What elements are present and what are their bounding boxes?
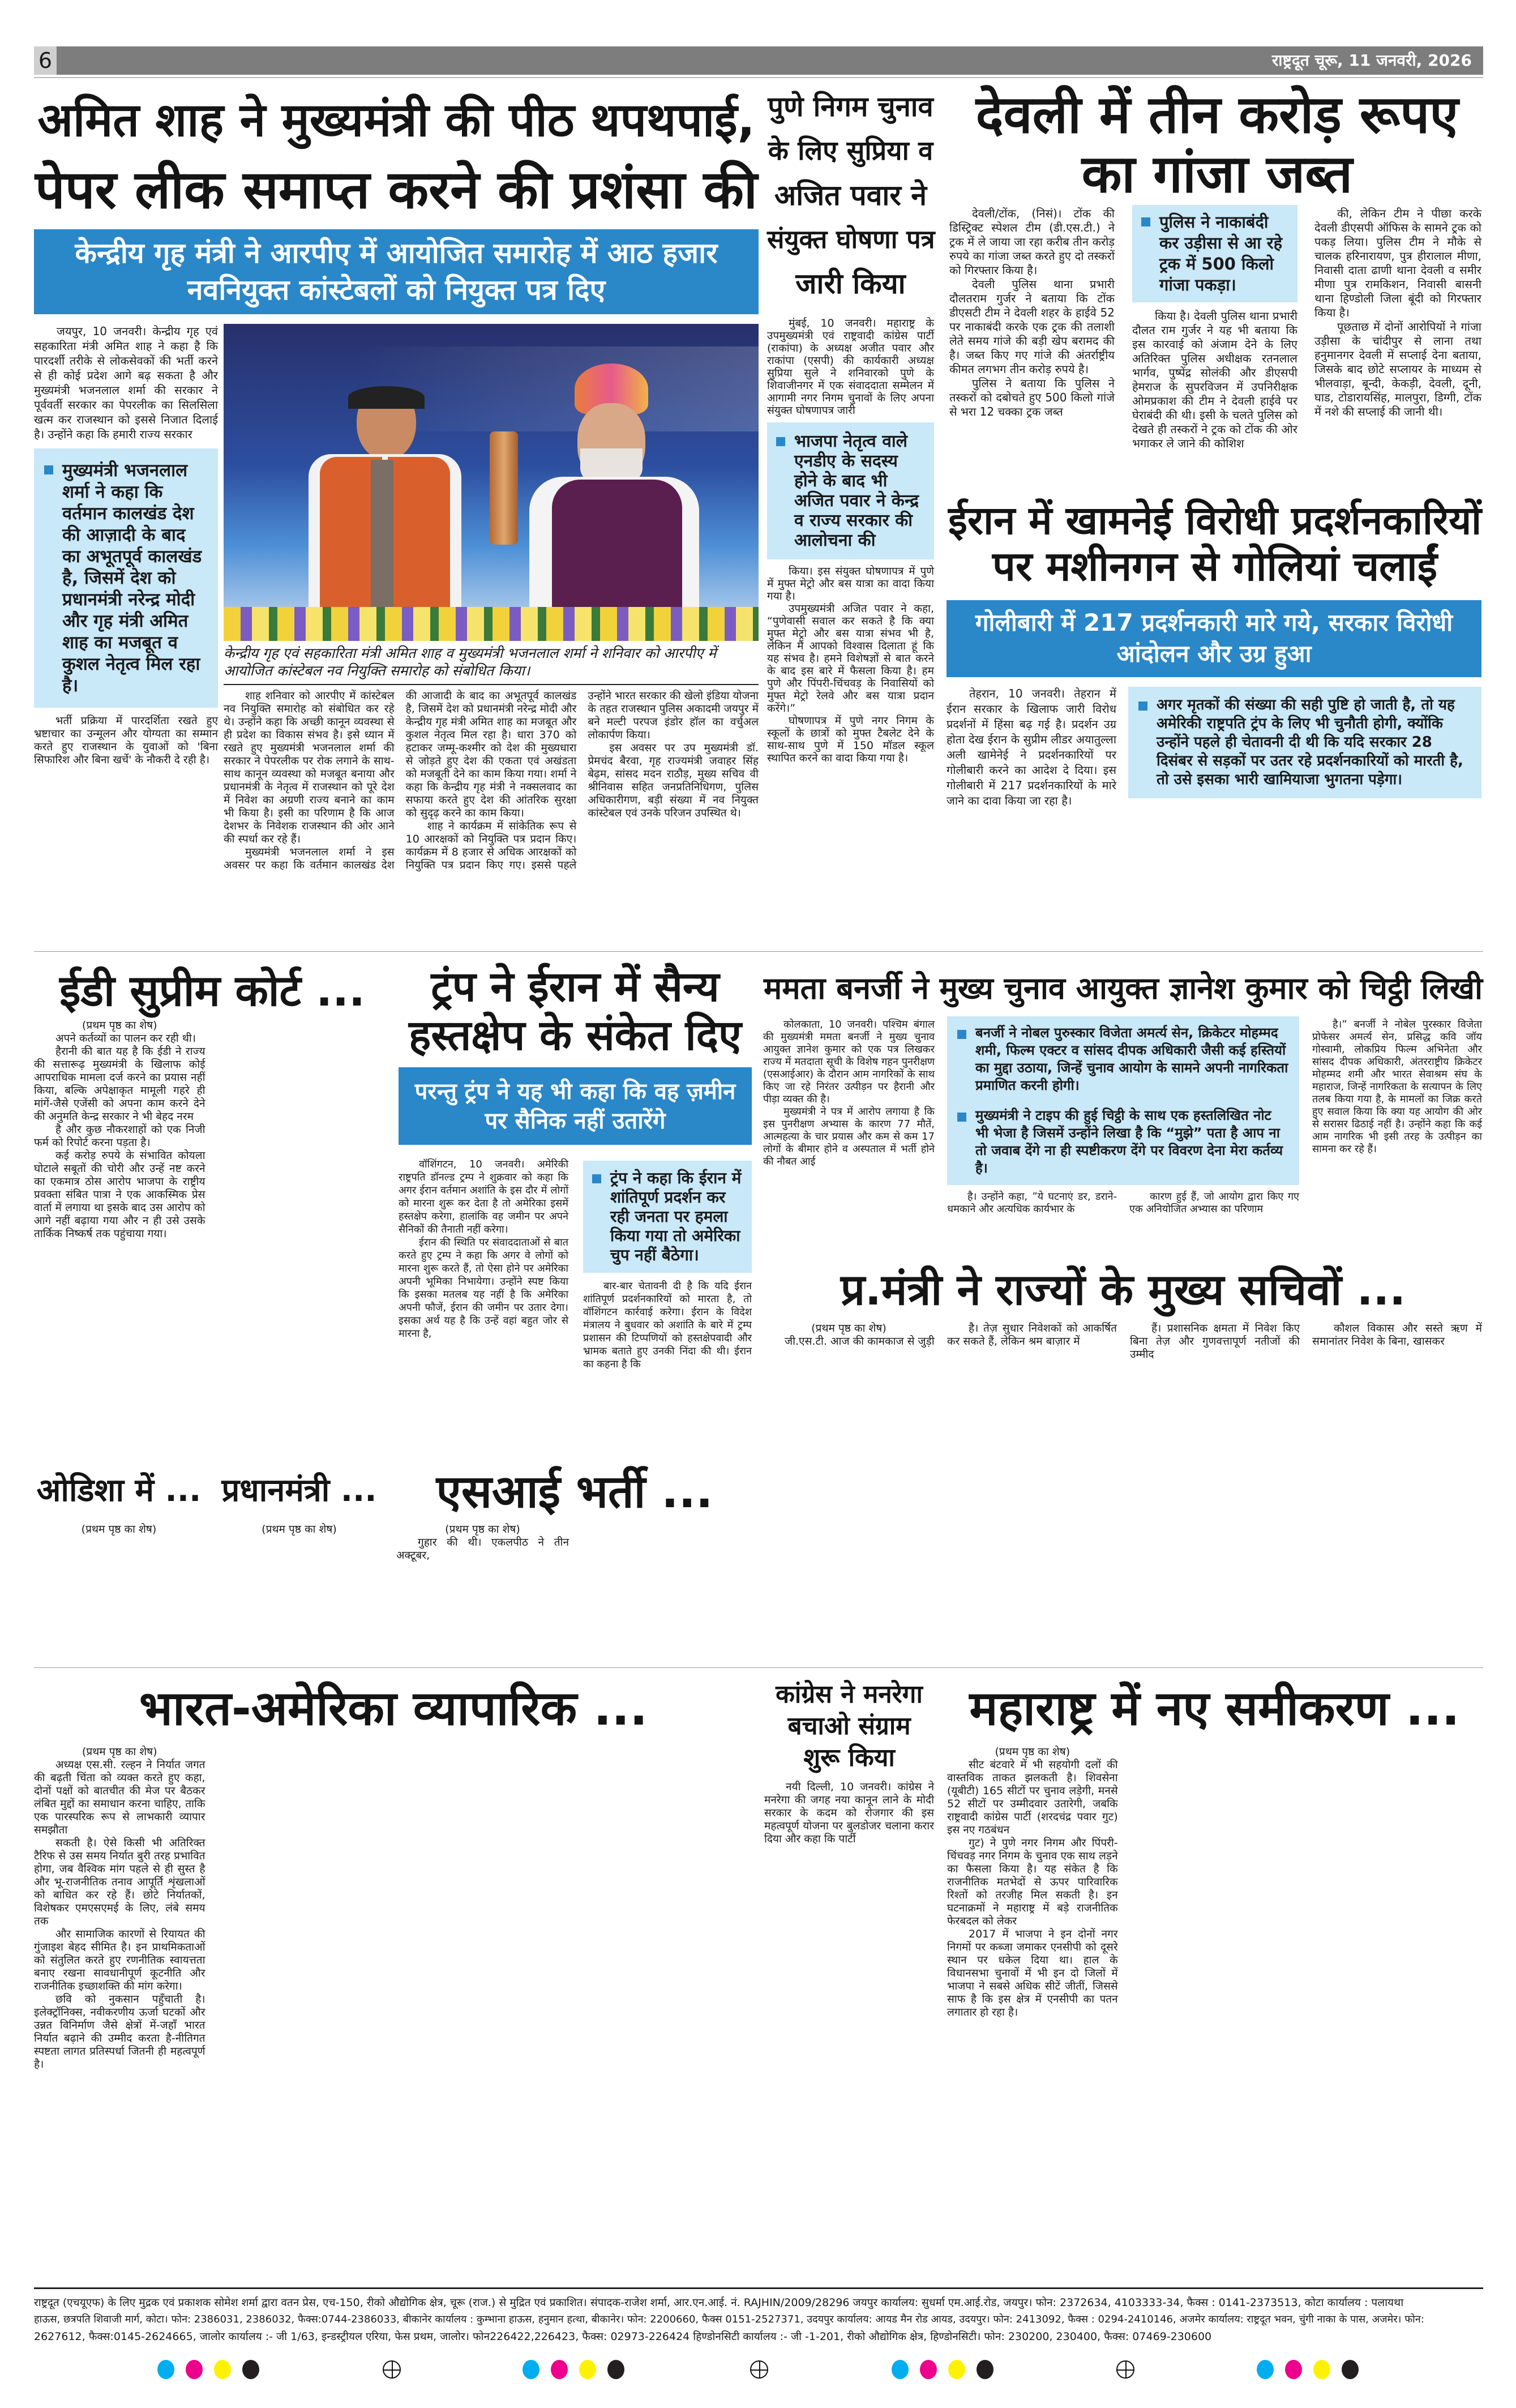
ed-paragraphs — [34, 1032, 205, 1241]
cyan-dot — [1257, 2360, 1274, 2379]
paragraph: कारण हुई हैं, जो आयोग द्वारा किए गए एक अनियोजित अभ्यास का परिणाम — [1129, 1191, 1299, 1215]
bullet-icon — [1141, 217, 1150, 226]
paragraph: जयपुर, 10 जनवरी। केन्द्रीय गृह एवं सहकारिता मंत्री अमित शाह ने कहा है कि पारदर्शी तरीके से लोकसेवकों की भर्ती करने से ही कोई प्रदेश आगे बढ़ सकता है और मुख्यमंत्री भजनलाल शर्मा की सरकार ने पूर्ववर्ती सरकार का पेपरलीक का सिलसिला खत्म कर राजस्थान को इससे निजात दिलाई है। उन्होंने कहा कि हमारी राज्य सरकार — [34, 324, 218, 441]
amit-shah-lead — [34, 324, 218, 442]
trump-body-2 — [583, 1280, 752, 1371]
cyan-dot — [892, 2360, 909, 2379]
pradhanmantri-headline: प्रधानमंत्री ... — [221, 1472, 377, 1509]
paragraph: कोलकाता, 10 जनवरी। पश्चिम बंगाल की मुख्यमंत्री ममता बनर्जी ने मुख्य चुनाव आयुक्त ज्ञानेश कुमार को एक पत्र लिखकर राज्य में मतदाता सूची के विशेष गहन पुनरीक्षण (एसआईआर) के दौरान आम नागरिकों के साथ किए जा रहे निरंतर उत्पीड़न पर हैरानी और पीड़ा व्यक्त की है। — [763, 1019, 935, 1105]
headline-line: हस्तक्षेप के संकेत दिए — [409, 1011, 742, 1060]
headline-line: बचाओ संग्राम — [787, 1712, 911, 1740]
headline-line: का गांजा जब्त — [1081, 144, 1353, 204]
black-dot — [977, 2360, 993, 2379]
imprint-line: हाऊस, छत्रपति शिवाजी मार्ग, कोटा। फोन: 2386031, 2386032, फैक्स:0744-2386033, बीकानेर कार्यालय : कुम्भाना हाऊस, हनुमान हत्था, बीकानेर। फोन: 2200660, फैक्स 0151-2527371, उदयपुर कार्यालय: आयड मैन रोड आयड, उदयपुर। फोन: 2413092, फैक्स : 0294-2410146, अजमेर कार्यालय: राष्ट्रदूत भवन, चुंगी नाका के पास, अजमेर। फोन: — [34, 2313, 1424, 2325]
pune-column — [767, 317, 934, 764]
devli-pull-quote — [1132, 205, 1297, 302]
mamata-col-2 — [947, 1191, 1117, 1216]
mamata-highlights — [947, 1016, 1299, 1185]
paragraph: इस अवसर पर उप मुख्यमंत्री डॉ. प्रेमचंद बैरवा, गृह राज्यमंत्री जवाहर सिंह बेढ़म, सांसद मदन राठौड़, मुख्य सचिव वी श्रीनिवास सहित जनप्रतिनिधिगण, पुलिस अधिकारीगण, बड़ी संख्या में नव नियुक्त कांस्टेबल एवं उनके परिजन उपस्थित थे। — [588, 742, 759, 819]
paragraph: गुट) ने पुणे नगर निगम और पिंपरी-चिंचवड़ नगर निगम के चुनाव एक साथ लड़ने का फैसला किया है। यह संकेत है कि राजनीतिक मतभेदों से ऊपर पारिवारिक रिश्तों को तरजीह मिल सकती है। इन घटनाक्रमों ने महाराष्ट्र में बड़े राजनीतिक फेरबदल को लेकर — [947, 1837, 1118, 1927]
amit-shah-body-col-1 — [34, 715, 218, 767]
bullet-icon — [776, 437, 785, 446]
ed-body — [34, 1019, 388, 1438]
paragraph: कई करोड़ रुपये के संभावित कोयला घोटाले सबूतों की चोरी और उन्हें नष्ट करने का एकमात्र ठोस आरोप भाजपा के राष्ट्रीय प्रवक्ता संबित पात्रा ने एक आकस्मिक प्रेस वार्ता में लगाया था इसके बाद उस आरोप को आगे नहीं बढ़ाया गया और न ही उसे उसके तार्किक निष्कर्ष तक पहुंचाया गया। — [34, 1149, 205, 1240]
mamata-col-3 — [1129, 1191, 1299, 1216]
headline-line: ट्रंप ने ईरान में सैन्य — [431, 963, 720, 1011]
mamata-under-box-row — [947, 1191, 1299, 1216]
si-bharti-body — [396, 1523, 753, 1653]
imprint-line: 2627612, फैक्स:0145-2624665, जालोर कार्यालय :- जी 1/63, इन्डस्ट्रीयल एरिया, फेस प्रथम, जालोर। फोन226422,226423, फैक्स: 02973-226424 हिण्डोनसिटी कार्यालय :- जी -1-201, रीको औद्योगिक क्षेत्र, हिण्डोनसिटी। फोन: 230200, 230400, फैक्स: 07469-230600 — [34, 2330, 1212, 2343]
paragraph: छवि को नुकसान पहुँचाती है। इलेक्ट्रॉनिक्स, नवीकरणीय ऊर्जा घटकों और उन्नत विनिर्माण जैसे क्षेत्रों में-जहाँ भारत निर्यात बढ़ाने की उम्मीद करता है-नीतिगत स्पष्टता लागत प्रतिस्पर्धा जितनी ही महत्वपूर्ण है। — [34, 1993, 205, 2071]
pune-lead — [767, 317, 934, 417]
ed-headline: ईडी सुप्रीम कोर्ट ... — [59, 965, 365, 1016]
black-dot — [242, 2360, 259, 2379]
paragraph: शाह शनिवार को आरपीए में कांस्टेबल नव नियुक्ति समारोह को संबोधित कर रहे थे। उन्होंने कहा कि अच्छी कानून व्यवस्था से ही प्रदेश का विकास संभव है। इसे ध्यान में रखते हुए मुख्यमंत्री भजनलाल शर्मा की सरकार ने पेपरलीक पर रोक लगाने के साथ-साथ कानून व्यवस्था को मजबूत बनाया और प्रधानमंत्री के नेतृत्व में राजस्थान को पूरे देश में निवेश का अग्रणी राज्य बनाने का काम भी किया है। इसी का परिणाम है कि आज देशभर के निवेशक राजस्थान की ओर आने की स्पर्धा कर रहे हैं। — [224, 690, 395, 845]
edition-date: राष्ट्रदूत चूरू, 11 जनवरी, 2026 — [1271, 51, 1472, 70]
headline-line: ईरान में खामनेई विरोधी प्रदर्शनकारियों — [948, 498, 1481, 544]
paragraph: पूछताछ में दोनों आरोपियों ने गांजा उड़ीसा के चांदीपुर से लाना तथा हनुमानगर देवली में सप्लाई देना बताया, जिसके बाद छोटे सप्लायर के माध्यम से भीलवाड़ा, बून्दी, केकड़ी, देवली, दूनी, घाड, टोडारायसिंह, मालपुरा, डिग्गी, टोंक में नशे की सप्लाई की जानी थी। — [1314, 320, 1481, 418]
pm-secretaries-col-1 — [763, 1322, 935, 1642]
trump-pull-quote — [583, 1161, 752, 1273]
section-rule — [34, 1667, 1483, 1668]
paragraph: उपमुख्यमंत्री अजित पवार ने कहा, “पुणेवासी सवाल कर सकते है कि क्या मुफ्त मेट्रो और बस यात्रा संभव भी है, लेकिन मैं आपको विश्वास दिलाता हूं कि यह संभव है। हमने विशेषज्ञों से बात करने के बाद इस बारे में फैसला किया है। हम पुणे और पिंपरी-चिंचवड़ के निवासियों को मुफ्त मेट्रो रेलवे और बस यात्रा प्रदान करेंगे।” — [767, 602, 934, 715]
headline-line: अमित शाह ने मुख्यमंत्री की पीठ थपथपाई, — [37, 93, 755, 147]
odisha-body — [34, 1523, 204, 1653]
amit-shah-photo — [224, 324, 759, 641]
amit-shah-left-column — [34, 324, 218, 767]
bullet-icon — [44, 465, 53, 474]
paragraph: तेहरान, 10 जनवरी। तेहरान में ईरान सरकार के खिलाफ जारी विरोध प्रदर्शनों में हिंसा बढ़ गई है। प्रदर्शन उग्र होता देख ईरान के सुप्रीम लीडर अयातुल्ला अली खामेनेई ने प्रदर्शनकारियों पर गोलीबारी करने का आदेश दे दिया। इस गोलीबारी में 217 प्रदर्शनकारियों के मारे जाने का दावा किया जा रहा है। — [947, 687, 1116, 807]
pm-secretaries-col-4 — [1312, 1322, 1482, 1642]
paragraph: कौशल विकास और सस्ते ऋण में समानांतर निवेश के बिना, खासकर — [1312, 1322, 1482, 1348]
yellow-dot — [214, 2360, 231, 2379]
section-rule — [34, 951, 1483, 952]
paragraph: किया है। देवली पुलिस थाना प्रभारी दौलत राम गुर्जर ने यह भी बताया कि इस कारवाई को अंजाम देने के लिए अतिरिक्त पुलिस अधीक्षक रतनलाल भार्गव, पुष्पेंद्र सोलंकी और डीएसपी हेमराज के सुपरविजन में उपनिरीक्षक ओमप्रकाश की टीम ने देवली हाईवे पर घेराबंदी की थी। इसी के चलते पुलिस को देखते ही तस्करों ने ट्रक को टोंक की ओर भगाकर ले जाने की कोशिश — [1132, 309, 1297, 450]
paragraph: नयी दिल्ली, 10 जनवरी। कांग्रेस ने मनरेगा की जगह नया कानून लाने के मोदी सरकार के कदम को रोजगार की इस महत्वपूर्ण योजना पर बुलडोजर चलाना करार दिया और कहा कि पार्टी — [764, 1781, 934, 1845]
caption-rule — [224, 684, 759, 685]
continued-label: (प्रथम पृष्ठ का शेष) — [82, 1746, 157, 1758]
pune-pull-quote — [767, 422, 934, 559]
cyan-dot — [523, 2360, 539, 2379]
page-number: 6 — [34, 46, 57, 75]
person-left-figure — [303, 386, 467, 641]
paragraphs — [396, 1536, 569, 1562]
devli-col-2-stack — [1132, 205, 1297, 451]
devli-col-1 — [949, 207, 1115, 419]
headline-line: शुरू किया — [803, 1743, 895, 1772]
paragraph: और सामाजिक कारणों से रियायत की गुंजाइश बेहद सीमित है। इन प्राथमिकताओं को संतुलित करते हुए रणनीतिक स्वायत्तता बनाए रखना सावधानीपूर्ण कूटनीति और राजनीतिक इच्छाशक्ति की मांग करेगा। — [34, 1928, 205, 1992]
pull-quote-text: भाजपा नेतृत्व वाले एनडीए के सदस्य होने के बाद भी अजित पवार ने केन्द्र व राज्य सरकार की आलोचना की — [794, 431, 919, 550]
maharashtra-body — [947, 1746, 1482, 2275]
crosshair-icon — [383, 2360, 401, 2379]
person-right-figure — [518, 363, 705, 641]
paragraph: घोषणापत्र में पुणे नगर निगम के स्कूलों के छात्रों को मुफ्त टैबलेट देने के साथ-साथ पुणे में 150 मॉडल स्कूल स्थापित करने का वादा किया गया है। — [767, 715, 934, 764]
devli-col-3 — [1314, 207, 1481, 419]
crosshair-icon — [750, 2360, 768, 2379]
yellow-dot — [579, 2360, 596, 2379]
paragraph: देवली पुलिस थाना प्रभारी दौलतराम गुर्जर ने बताया कि टोंक डीएसटी टीम ने देवली शहर के हाईवे 52 पर नाकाबंदी करके एक ट्रक की तलाशी लेते समय गांजे की बड़ी खेप बरामद की है। जब्त किए गए गांजे की अंतर्राष्ट्रीय कीमत लगभग तीन करोड़ रुपये है। — [949, 277, 1115, 376]
paragraph: पुलिस ने बताया कि पुलिस ने तस्करों को दबोचते हुए 500 किलो गांजे से भरा 12 चक्का ट्रक जब्त — [949, 377, 1115, 418]
paragraph: जी.एस.टी. आज की कामकाज से जुड़ी — [785, 1335, 935, 1348]
flowers-foreground — [224, 607, 759, 641]
pull-quote-text: अगर मृतकों की संख्या की सही पुष्टि हो जाती है, तो यह अमेरिकी राष्ट्रपति ट्रंप के लिए भी चुनौती होगी, क्योंकि उन्होंने पहले ही चेतावनी दी थी कि यदि सरकार 28 दिसंबर से सड़कों पर उतर रहे प्रदर्शनकारियों को मारती है, तो उसे इसका भारी खामियाजा भुगतना पड़ेगा। — [1157, 696, 1463, 788]
paragraph: मुंबई, 10 जनवरी। महाराष्ट्र के उपमुख्यमंत्री एवं राष्ट्रवादी कांग्रेस पार्टी (राकांपा) के अध्यक्ष अजीत पवार और राकांपा (एसपी) की कार्यकारी अध्यक्ष सुप्रिया सुले ने शनिवारको पुणे के शिवाजीनगर में एक संवाददाता सम्मेलन में आगामी नगर निगम चुनावों के लिए अपना संयुक्त घोषणापत्र जारी — [767, 317, 934, 417]
yellow-dot — [1313, 2360, 1330, 2379]
trump-body — [399, 1158, 568, 1340]
paragraph: सीट बंटवारे में भी सहयोगी दलों की वास्तविक ताकत झलकती है। शिवसेना (यूबीटी) 165 सीटों पर चुनाव लड़ेगी, मनसे 52 सीटों पर उम्मीदवार उतारेगी, जबकि राष्ट्रवादी कांग्रेस पार्टी (शरदचंद्र पवार गुट) इस नए गठबंधन — [947, 1759, 1118, 1836]
paragraph: सकती है। ऐसे किसी भी अतिरिक्त टैरिफ से उस समय निर्यात बुरी तरह प्रभावित होगा, जब वैश्विक मांग पहले से ही सुस्त है और भू-राजनीतिक तनाव आपूर्ति शृंखलाओं को बाधित कर रहे हैं। छोटे निर्यातकों, विशेषकर एमएसएमई के लिए, लंबे समय तक — [34, 1837, 205, 1927]
bullet-icon — [957, 1113, 966, 1122]
magenta-dot — [1285, 2360, 1302, 2379]
highlight-text: मुख्यमंत्री ने टाइप की हुई चिट्ठी के साथ एक हस्तलिखित नोट भी भेजा है जिसमें उन्होंने लिखा है कि “मुझे” पता है आप ना तो जवाब देंगे ना ही स्पष्टीकरण देंगे पर विवरण देना मेरा कर्तव्य है। — [975, 1107, 1283, 1176]
paragraph: है।” बनर्जी ने नोबेल पुरस्कार विजेता प्रोफेसर अमर्त्य सेन, प्रसिद्ध कवि जॉय गोस्वामी, लोकप्रिय फिल्म अभिनेता और सांसद दीपक अधिकारी, अंतरराष्ट्रीय क्रिकेटर मोहम्मद शमी और भारत सेवाश्रम संघ के महाराज, जिन्हें नागरिकता के सत्यापन के लिए तलब किया गया है, के मामलों का जिक्र करते हुए सवाल किया कि क्या यह आयोग की ओर से सरासर ढिठाई नहीं है। उन्होंने कहा कि कई आम नागरिक भी इसी तरह के उत्पीड़न का सामना कर रहे हैं। — [1312, 1019, 1482, 1155]
black-dot — [1342, 2360, 1359, 2379]
amit-shah-body — [224, 690, 759, 872]
trump-right-stack — [583, 1161, 752, 1371]
paragraph: बार-बार चेतावनी दी है कि यदि ईरान शांतिपूर्ण प्रदर्शनकारियों को मारता है, तो वॉशिंगटन कार्रवाई करेगा। ईरान के विदेश मंत्रालय ने बुधवार को अशांति के बारे में ट्रम्प प्रशासन की टिप्पणियों को हस्तक्षेपवादी और भ्रामक बताते हुए उनकी निंदा की थी। ईरान का कहना है कि — [583, 1280, 752, 1370]
iran-subhead: गोलीबारी में 217 प्रदर्शनकारी मारे गये, सरकार विरोधी आंदोलन और उग्र हुआ — [947, 600, 1481, 677]
paragraph: हैं। प्रशासनिक क्षमता में निवेश किए बिना तेज़ और गुणवत्तापूर्ण नतीजों की उम्मीद — [1130, 1322, 1300, 1361]
paragraph: गुहार की थी। एकलपीठ ने तीन अक्टूबर, — [396, 1536, 569, 1562]
paragraph: अपने कर्तव्यों का पालन कर रही थी। — [55, 1032, 196, 1045]
amit-shah-subhead: केन्द्रीय गृह मंत्री ने आरपीए में आयोजित समारोह में आठ हजार नवनियुक्त कांस्टेबलों को नियुक्त पत्र दिए — [34, 229, 759, 314]
paragraph: भर्ती प्रक्रिया में पारदर्शिता रखते हुए भ्रष्टाचार का उन्मूलन और योग्यता का सम्मान करते हुए राजस्थान के युवाओं को 'बिना सिफारिश और बिना खर्चे' के नौकरी दे रही है। — [34, 715, 218, 766]
paragraph: है। उन्होंने कहा, ”ये घटनाएं डर, डराने-धमकाने और अत्यधिक कार्यभार के — [947, 1191, 1117, 1215]
india-us-headline: भारत-अमेरिका व्यापारिक ... — [139, 1680, 648, 1736]
congress-body — [764, 1781, 934, 2275]
paragraph: 2017 में भाजपा ने इन दोनों नगर निगमों पर कब्जा जमाकर एनसीपी को दूसरे स्थान पर धकेल दिया था। हाल के विधानसभा चुनावों में भी इन दो जिलों में भाजपा ने सबसे अधिक सीटें जीतीं, जिससे साफ है कि इस क्षेत्र में एनसीपी का पतन लगातार हो रहा है। — [947, 1928, 1118, 2018]
continued-label: (प्रथम पृष्ठ का शेष) — [995, 1746, 1070, 1758]
pm-secretaries-col-2 — [947, 1322, 1117, 1642]
highlight-text: बनर्जी ने नोबल पुरुस्कार विजेता अमर्त्य सेन, क्रिकेटर मोहम्मद शमी, फिल्म एक्टर व सांसद दीपक अधिकारी जैसी कई हस्तियों का मुद्दा उठाया, जिन्हें चुनाव आयोग के सामने अपनी नागरिकता प्रमाणित करनी होगी। — [975, 1025, 1288, 1093]
headline-line: संयुक्त घोषणा पत्र — [767, 224, 935, 254]
paragraphs — [34, 1759, 205, 2071]
paragraph: की, लेकिन टीम ने पीछा करके देवली डीएसपी ऑफिस के सामने ट्रक को पकड़ लिया। पुलिस टीम ने मौके से चालक हरिनारायण, पुत्र हीरालाल मीणा, निवासी दाता ढाणी थाना देवली व समीर मीणा पुत्र रामकिशन, निवासी बासनी थाना हिण्डोली जिला बूंदी को गिरफ्तार किया है। — [1314, 207, 1481, 319]
headline-line: पेपर लीक समाप्त करने की प्रशंसा की — [35, 159, 757, 220]
pune-body — [767, 565, 934, 764]
continued-label: (प्रथम पृष्ठ का शेष) — [445, 1523, 520, 1536]
highlight-item — [957, 1024, 1289, 1094]
yellow-dot — [948, 2360, 965, 2379]
footer-rule — [34, 2287, 1483, 2289]
iran-body — [947, 686, 1116, 809]
paragraph: हैरानी की बात यह है कि ईडी ने राज्य की सत्तारूढ़ मुख्यमंत्री के खिलाफ कोई आपराधिक मामला दर्ज करने का प्रयास नहीं किया, बल्कि अपेक्षाकृत मामूली गहरे ही मांगें-जैसे एजेंसी को अपना काम करने देने की अनुमति केन्द्र सरकार ने भी बेहद नरम — [34, 1045, 205, 1123]
pull-quote-text: ट्रंप ने कहा कि ईरान में शांतिपूर्ण प्रदर्शन कर रही जनता पर हमला किया गया तो अमेरिका चुप नहीं बैठेगा। — [610, 1169, 742, 1264]
paragraph: ईरान की स्थिति पर संवाददाताओं से बात करते हुए ट्रम्प ने कहा कि अगर वे लोगों को मारना शुरू करते हैं, तो ऐसा होने पर अमेरिका अपनी भूमिका निभायेगा। उन्होंने स्पष्ट किया कि इसका मतलब यह नहीं है कि अमेरिका अपनी फौजें, ईरान की जमीन पर उतार देगा। इसका अर्थ यह है कि उन्हें वहां बहुत जोर से मारना है, — [399, 1237, 568, 1340]
paragraphs — [763, 1335, 935, 1348]
bullet-icon — [592, 1174, 601, 1183]
page-header — [34, 46, 1483, 75]
magenta-dot — [551, 2360, 568, 2379]
headline-line: पुणे निगम चुनाव — [768, 91, 933, 123]
paragraph: मुख्यमंत्री भजनलाल शर्मा ने इस अवसर पर कहा कि वर्तमान कालखंड देश की आजादी के बाद का अभूतपूर्व कालखंड है, जिसमें देश को प्रधानमंत्री नरेन्द्र मोदी और केन्द्रीय गृह मंत्री अमित शाह का मजबूत और कुशल नेतृत्व मिल रहा है। धारा 370 को हटाकर जम्मू-कश्मीर को देश की मुख्यधारा से जोड़ते हुए देश की एकता एवं अखंडता को मजबूती देने का काम किया गया। शर्मा ने कहा कि केन्द्रीय गृह मंत्री ने नक्सलवाद का सफाया करते हुए देश की आंतरिक सुरक्षा को सुदृढ़ करने का काम किया। — [224, 690, 577, 871]
si-bharti-headline: एसआई भर्ती ... — [436, 1465, 713, 1518]
crosshair-icon — [1116, 2360, 1134, 2379]
headline-line: देवली में तीन करोड़ रूपए — [975, 84, 1459, 145]
congress-headline — [764, 1679, 934, 1775]
maharashtra-headline: महाराष्ट्र में नए समीकरण ... — [969, 1680, 1460, 1736]
magenta-dot — [186, 2360, 203, 2379]
pradhanmantri-body — [213, 1523, 386, 1653]
paragraph: मुख्यमंत्री ने पत्र में आरोप लगाया है कि इस पुनरीक्षण अभ्यास के कारण 77 मौतें, आत्महत्या के चार प्रयास और कम से कम 17 लोगों के बीमार होने व अस्पताल में भर्ती होने की नौबत आई — [763, 1106, 935, 1167]
paragraphs — [947, 1759, 1118, 2019]
pull-quote-text: पुलिस ने नाकाबंदी कर उड़ीसा से आ रहे ट्रक में 500 किलो गांजा पकड़ा। — [1159, 212, 1283, 294]
black-dot — [607, 2360, 624, 2379]
devli-col-2 — [1132, 309, 1297, 451]
continued-label: (प्रथम पृष्ठ का शेष) — [82, 1019, 157, 1032]
paragraph: अध्यक्ष एस.सी. रल्हन ने निर्यात जगत की बढ़ती चिंता को व्यक्त करते हुए कहा, दोनों पक्षों को बातचीत की मेज पर बैठकर लंबित मुद्दों का समाधान करना चाहिए, ताकि एक पारस्परिक रूप से लाभकारी व्यापार समझौता — [34, 1759, 205, 1836]
paragraph: है। तेज़ सुधार निवेशकों को आकर्षित कर सकते हैं, लेकिन श्रम बाज़ार में — [947, 1322, 1117, 1348]
mamata-headline: ममता बनर्जी ने मुख्य चुनाव आयुक्त ज्ञानेश कुमार को चिट्ठी लिखी — [764, 970, 1483, 1006]
paragraph: शाह ने कार्यक्रम में सांकेतिक रूप से 10 आरक्षकों को नियुक्ति पत्र प्रदान किए। कार्यक्रम में 8 हजार से अधिक आरक्षकों को नियुक्ति पत्र प्रदान किए गए। इससे पहले उन्होंने भारत सरकार की खेलो इंडिया योजना के तहत राजस्थान पुलिस अकादमी जयपुर में बने मल्टी परपज इंडोर हॉल का वर्चुअल लोकार्पण किया। — [405, 690, 759, 871]
bullet-icon — [1138, 702, 1147, 711]
mamata-col-1 — [763, 1019, 935, 1168]
devli-headline — [951, 85, 1483, 204]
pm-secretaries-headline: प्र.मंत्री ने राज्यों के मुख्य सचिवों ... — [840, 1264, 1406, 1315]
header-underline — [34, 77, 1483, 78]
paragraph: है और कुछ नौकरशाहों को एक निजी फर्म को रिपोर्ट करना पड़ता है। — [34, 1123, 205, 1149]
mamata-col-4 — [1312, 1019, 1482, 1156]
magenta-dot — [920, 2360, 937, 2379]
continued-label: (प्रथम पृष्ठ का शेष) — [262, 1523, 337, 1536]
pull-quote-text: मुख्यमंत्री भजनलाल शर्मा ने कहा कि वर्तमान कालखंड देश की आज़ादी के बाद का अभूतपूर्व कालखंड है, जिसमें देश को प्रधानमंत्री नरेन्द्र मोदी और गृह मंत्री अमित शाह का मजबूत व कुशल नेतृत्व मिल रहा है। — [62, 460, 202, 696]
headline-line: जारी किया — [795, 267, 906, 300]
headline-line: के लिए सुप्रिया व — [768, 135, 933, 166]
headline-line: कांग्रेस ने मनरेगा — [776, 1680, 923, 1709]
paragraph: वॉशिंगटन, 10 जनवरी। अमेरिकी राष्ट्रपति डॉनल्ड ट्रम्प ने शुक्रवार को कहा कि अगर ईरान वर्तमान अशांति के इस दौर में लोगों को मारना शुरू कर देता है तो अमेरिका इसमें हस्तक्षेप करेगा, हालांकि वह जमीन पर अपने सैनिकों की तैनाती नहीं करेगा। — [399, 1158, 568, 1235]
highlight-item — [957, 1107, 1289, 1177]
photo-caption: केन्द्रीय गृह एवं सहकारिता मंत्री अमित शाह व मुख्यमंत्री भजनलाल शर्मा ने शनिवार को आरपीए में आयोजित कांस्टेबल नव नियुक्ति समारोह को संबोधित किया। — [224, 645, 717, 679]
headline-line: अजित पवार ने — [774, 179, 927, 212]
iran-headline — [947, 498, 1483, 592]
headline-line: पर मशीनगन से गोलियां चलाईं — [992, 542, 1437, 590]
amit-shah-headline — [34, 86, 759, 225]
continued-label: (प्रथम पृष्ठ का शेष) — [811, 1322, 887, 1335]
paragraph: देवली/टोंक, (निसं)। टोंक की डिस्ट्रिक्ट स्पेशल टीम (डी.एस.टी.) ने ट्रक में ले जाया जा रहा करीब तीन करोड़ रुपये का गांजा जब्त करते हुए दो तस्करों को गिरफ्तार किया है। — [949, 207, 1115, 277]
imprint-line: राष्ट्रदूत (एचयूएफ) के लिए मुद्रक एवं प्रकाशक सोमेश शर्मा द्वारा वतन प्रेस, एच-150, रीको औद्योगिक क्षेत्र, चूरू (राज.) से मुद्रित एवं प्रकाशित। संपादक-राजेश शर्मा, आर.एन.आई. नं. RAJHIN/2009/28296 जयपुर कार्यालय: सुधर्मा एम.आई.रोड, जयपुर। फोन: 2372634, 4103333-34, फैक्स : 0141-2373513, कोटा कार्यालय : पलायथा — [34, 2296, 1404, 2309]
amit-shah-pull-quote — [34, 448, 218, 708]
odisha-headline: ओडिशा में ... — [36, 1472, 202, 1509]
continued-label: (प्रथम पृष्ठ का शेष) — [81, 1523, 157, 1536]
trump-subhead: परन्तु ट्रंप ने यह भी कहा कि वह ज़मीन पर सैनिक नहीं उतारेंगे — [399, 1067, 752, 1145]
bullet-icon — [957, 1030, 966, 1039]
cyan-dot — [157, 2360, 174, 2379]
amit-shah-under-photo — [224, 644, 759, 872]
trophy-figure — [490, 431, 518, 545]
paragraph: किया। इस संयुक्त घोषणापत्र में पुणे में मुफ्त मेट्रो और बस यात्रा का वादा किया गया है। — [767, 565, 934, 602]
imprint — [34, 2294, 1483, 2351]
iran-pull-quote — [1128, 687, 1481, 798]
pm-secretaries-col-3 — [1130, 1322, 1300, 1642]
pune-headline — [767, 85, 934, 311]
trump-headline — [399, 963, 752, 1062]
india-us-body — [34, 1746, 753, 2275]
mamata-center-stack — [947, 1016, 1299, 1216]
